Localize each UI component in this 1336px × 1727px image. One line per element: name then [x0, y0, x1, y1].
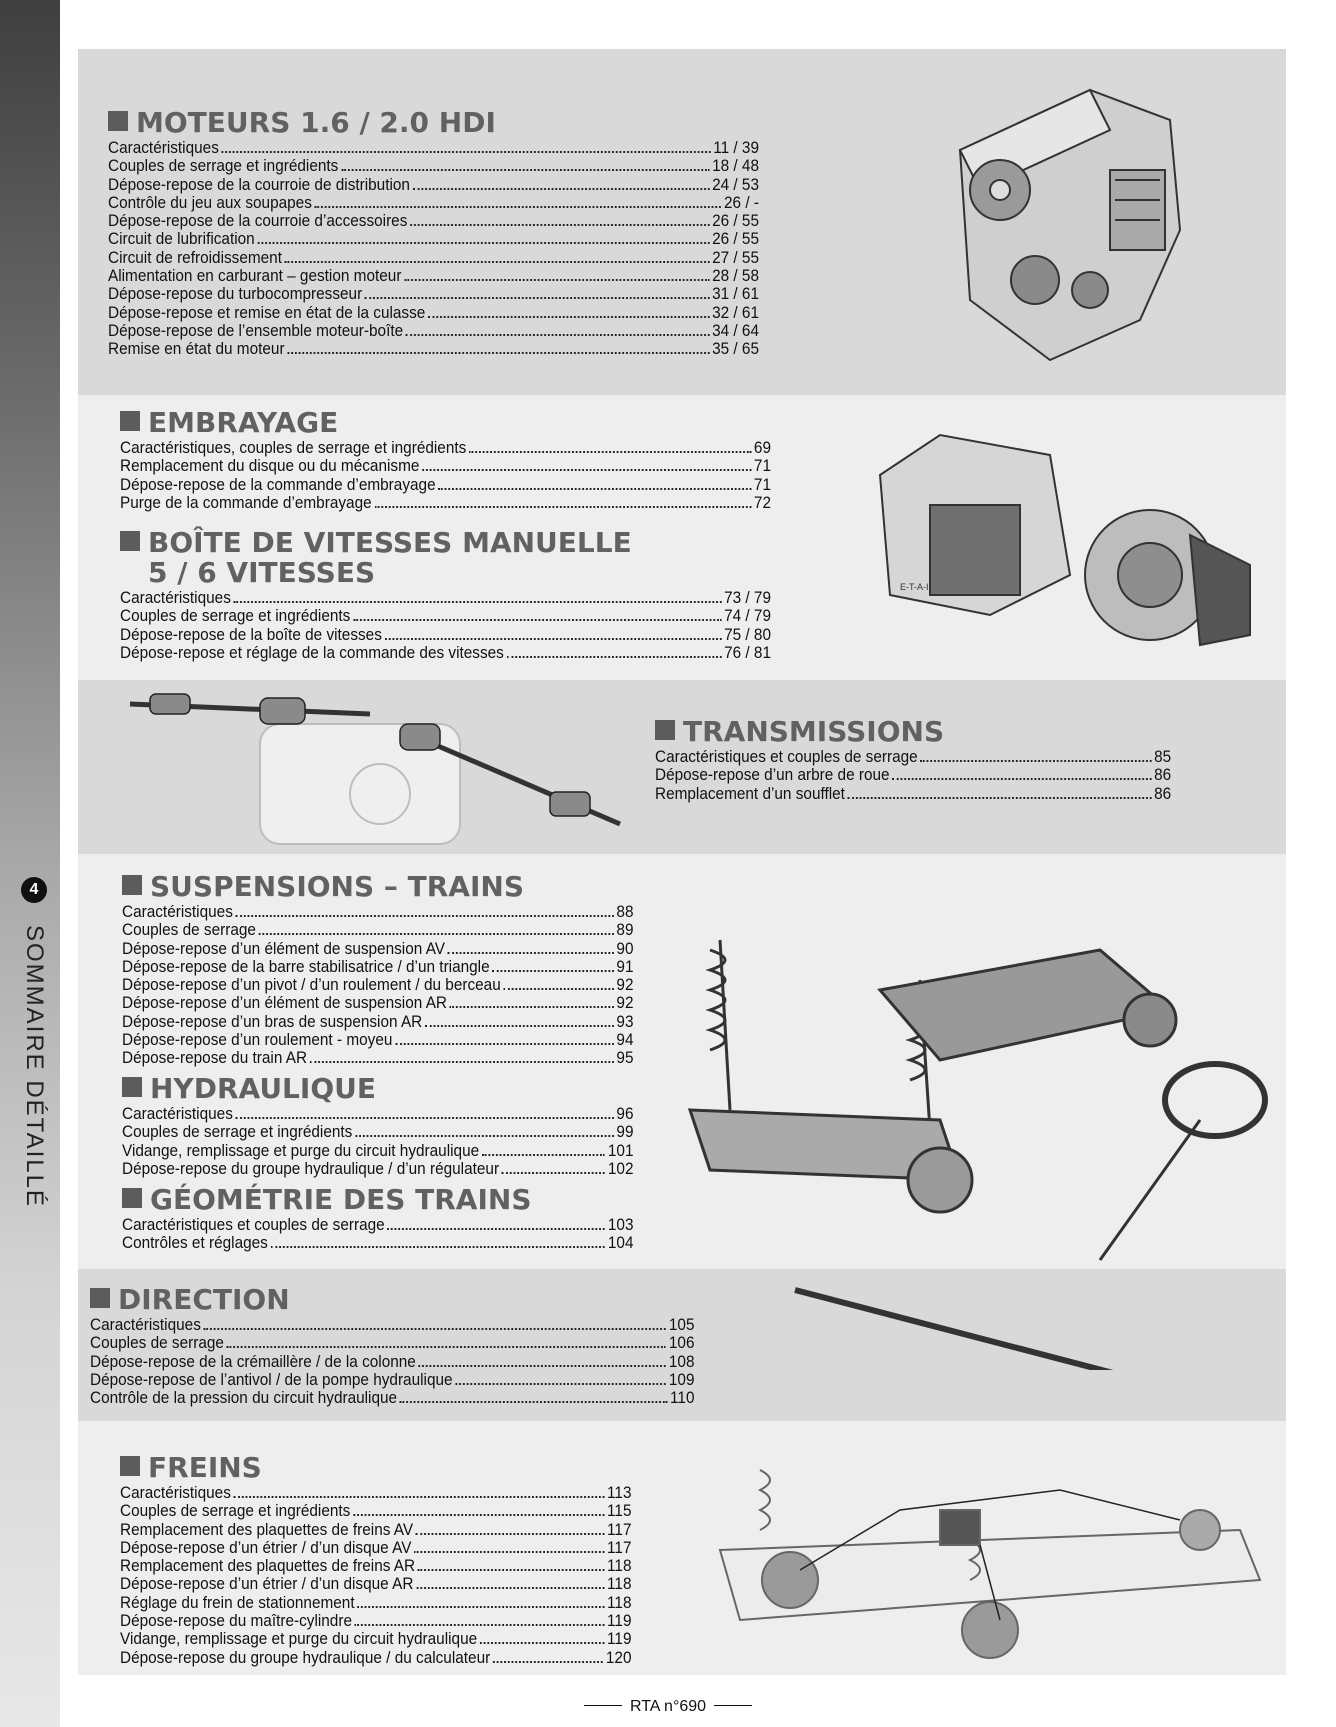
section-title-text: EMBRAYAGE: [148, 406, 339, 439]
toc-list-hydraulique: [122, 1105, 672, 1178]
footer: [0, 1698, 1336, 1716]
toc-dot-leader: [355, 1613, 604, 1626]
toc-row: [122, 903, 634, 921]
toc-item-pages: 104: [607, 1234, 634, 1253]
toc-dot-leader: [355, 1124, 614, 1137]
section-suspensions: [122, 872, 672, 1068]
toc-row: [122, 1142, 634, 1160]
section-title-text: DIRECTION: [118, 1283, 290, 1316]
toc-row: [120, 1484, 632, 1502]
toc-dot-leader: [425, 1014, 614, 1027]
toc-row: [655, 785, 1171, 803]
toc-item-pages: 103: [607, 1216, 634, 1234]
toc-row: [108, 304, 759, 322]
toc-row: [120, 1575, 632, 1593]
toc-item-title: Couples de serrage et ingrédients: [120, 607, 351, 626]
toc-item-pages: 118: [607, 1575, 632, 1594]
toc-item-pages: 102: [607, 1159, 634, 1178]
watermark-text: E-T-A-I: [900, 582, 929, 592]
section-title-text: TRANSMISSIONS: [683, 715, 945, 748]
toc-item-pages: 28 / 58: [712, 267, 759, 286]
section-title: [655, 717, 1210, 747]
toc-row: [108, 322, 759, 340]
toc-item-title: Dépose-repose d’un élément de suspension AR: [122, 994, 448, 1013]
toc-item-title: Dépose-repose d’un bras de suspension AR: [122, 1012, 423, 1031]
toc-item-pages: 95: [616, 1049, 634, 1068]
bullet-square-icon: [108, 111, 128, 131]
section-title-text: FREINS: [148, 1451, 262, 1484]
section-transmissions: [655, 717, 1210, 803]
toc-dot-leader: [374, 495, 751, 508]
toc-row: [90, 1316, 695, 1334]
toc-dot-leader: [234, 590, 722, 603]
toc-row: [108, 212, 759, 230]
toc-row: [655, 766, 1171, 784]
toc-item-title: Remise en état du moteur: [108, 340, 285, 359]
toc-item-title: Dépose-repose de l’antivol / de la pompe hydraulique: [90, 1370, 453, 1389]
toc-dot-leader: [404, 268, 709, 281]
toc-dot-leader: [385, 627, 722, 640]
toc-dot-leader: [921, 749, 1152, 762]
toc-item-pages: 32 / 61: [712, 303, 759, 322]
page-number-badge: 4: [21, 877, 47, 903]
toc-item-title: Remplacement du disque ou du mécanisme: [120, 457, 420, 476]
toc-row: [108, 340, 759, 358]
toc-item-title: Dépose-repose du groupe hydraulique / d’un régulateur: [122, 1159, 500, 1178]
toc-item-title: Remplacement des plaquettes de freins AR: [120, 1557, 416, 1576]
toc-item-pages: 11 / 39: [713, 139, 759, 157]
toc-row: [122, 1216, 634, 1234]
toc-list-boite: [120, 589, 820, 662]
toc-item-pages: 76 / 81: [724, 643, 771, 662]
toc-row: [122, 940, 634, 958]
suspension-steering-illustration: [680, 890, 1280, 1370]
toc-dot-leader: [428, 305, 709, 318]
toc-item-pages: 92: [616, 994, 634, 1013]
toc-row: [122, 1105, 634, 1123]
footer-rule-right: [714, 1705, 752, 1706]
toc-row: [122, 1049, 634, 1067]
footer-text: RTA n°690: [629, 1698, 707, 1715]
toc-dot-leader: [287, 341, 709, 354]
toc-item-title: Caractéristiques et couples de serrage: [122, 1216, 385, 1234]
toc-row: [120, 1539, 632, 1557]
toc-row: [122, 921, 634, 939]
toc-row: [108, 285, 759, 303]
toc-dot-leader: [419, 1354, 666, 1367]
section-title-text: HYDRAULIQUE: [150, 1072, 376, 1105]
toc-item-title: Vidange, remplissage et purge du circuit hydraulique: [122, 1141, 480, 1160]
toc-row: [122, 976, 634, 994]
toc-row: [90, 1389, 695, 1407]
toc-item-title: Dépose-repose de la barre stabilisatrice / d’un triangle: [122, 957, 490, 976]
toc-row: [122, 1160, 634, 1178]
toc-item-title: Dépose-repose de la boîte de vitesses: [120, 625, 382, 644]
toc-row: [108, 249, 759, 267]
bullet-square-icon: [120, 411, 140, 431]
toc-item-pages: 73 / 79: [724, 589, 771, 607]
toc-dot-leader: [227, 1335, 666, 1348]
toc-dot-leader: [502, 1161, 605, 1174]
toc-item-pages: 26 / 55: [712, 212, 759, 231]
toc-item-title: Dépose-repose d’un étrier / d’un disque AR: [120, 1575, 414, 1594]
toc-row: [122, 1031, 634, 1049]
section-title-text: GÉOMÉTRIE DES TRAINS: [150, 1183, 532, 1216]
toc-item-pages: 92: [616, 976, 634, 995]
section-title-text: MOTEURS 1.6 / 2.0 HDI: [136, 106, 496, 139]
section-title: [120, 528, 820, 588]
toc-item-pages: 115: [607, 1502, 632, 1521]
toc-row: [108, 267, 759, 285]
toc-list-suspensions: [122, 903, 672, 1068]
toc-item-pages: 106: [668, 1334, 695, 1353]
toc-dot-leader: [848, 786, 1152, 799]
toc-dot-leader: [416, 1576, 604, 1589]
toc-dot-leader: [400, 1390, 667, 1403]
toc-item-pages: 119: [607, 1630, 632, 1649]
toc-item-pages: 88: [616, 903, 634, 921]
toc-item-pages: 86: [1154, 784, 1172, 803]
section-title: [122, 1074, 672, 1104]
toc-dot-leader: [353, 1503, 604, 1516]
section-title: [108, 108, 808, 138]
toc-dot-leader: [259, 922, 614, 935]
section-title-text: SUSPENSIONS – TRAINS: [150, 870, 524, 903]
toc-row: [120, 1521, 632, 1539]
toc-dot-leader: [315, 195, 722, 208]
toc-item-title: Couples de serrage: [90, 1334, 224, 1353]
toc-item-title: Dépose-repose et remise en état de la culasse: [108, 303, 426, 322]
toc-item-pages: 24 / 53: [712, 175, 759, 194]
section-boite-vitesses: [120, 528, 820, 662]
toc-row: [108, 176, 759, 194]
toc-dot-leader: [341, 158, 709, 171]
toc-item-title: Circuit de refroidissement: [108, 248, 282, 267]
toc-row: [90, 1353, 695, 1371]
toc-row: [108, 139, 759, 157]
toc-row: [120, 1557, 632, 1575]
toc-item-title: Vidange, remplissage et purge du circuit hydraulique: [120, 1630, 478, 1649]
toc-item-pages: 118: [607, 1593, 632, 1612]
toc-item-title: Dépose-repose d’un roulement - moyeu: [122, 1031, 393, 1050]
toc-item-pages: 72: [753, 493, 771, 512]
toc-item-title: Caractéristiques: [120, 589, 231, 607]
sidebar-gradient: [0, 0, 60, 1727]
toc-row: [120, 476, 771, 494]
toc-row: [120, 439, 771, 457]
bullet-square-icon: [122, 1188, 142, 1208]
toc-item-title: Dépose-repose de l’ensemble moteur-boîte: [108, 321, 404, 340]
toc-item-pages: 110: [670, 1389, 695, 1408]
toc-item-pages: 35 / 65: [712, 340, 759, 359]
toc-item-pages: 26 / 55: [712, 230, 759, 249]
toc-item-title: Dépose-repose d’un pivot / d’un roulement / du berceau: [122, 976, 501, 995]
toc-dot-leader: [310, 1050, 614, 1063]
section-title-text: BOÎTE DE VITESSES MANUELLE: [148, 526, 632, 559]
toc-row: [120, 644, 771, 662]
toc-dot-leader: [406, 323, 709, 336]
toc-item-pages: 96: [616, 1105, 634, 1123]
toc-dot-leader: [448, 941, 614, 954]
toc-item-pages: 113: [607, 1484, 632, 1502]
toc-item-pages: 27 / 55: [712, 248, 759, 267]
toc-item-pages: 91: [616, 957, 634, 976]
toc-item-pages: 101: [607, 1141, 634, 1160]
toc-dot-leader: [450, 995, 614, 1008]
toc-row: [122, 1123, 634, 1141]
toc-item-pages: 120: [605, 1648, 632, 1667]
toc-dot-leader: [236, 1106, 614, 1119]
section-direction: [90, 1285, 740, 1407]
toc-item-title: Caractéristiques, couples de serrage et ingrédients: [120, 439, 467, 457]
toc-row: [122, 1013, 634, 1031]
toc-row: [655, 748, 1171, 766]
toc-item-title: Dépose-repose d’un arbre de roue: [655, 766, 890, 785]
section-moteurs: [108, 108, 808, 359]
toc-item-pages: 89: [616, 921, 634, 940]
toc-item-pages: 34 / 64: [712, 321, 759, 340]
section-title: [120, 408, 820, 438]
toc-dot-leader: [422, 458, 751, 471]
toc-item-pages: 31 / 61: [712, 285, 759, 304]
bullet-square-icon: [122, 1077, 142, 1097]
toc-item-pages: 74 / 79: [724, 607, 771, 626]
toc-item-title: Circuit de lubrification: [108, 230, 255, 249]
toc-row: [122, 958, 634, 976]
toc-dot-leader: [236, 904, 614, 917]
toc-dot-leader: [353, 608, 721, 621]
toc-item-title: Couples de serrage: [122, 921, 256, 940]
toc-item-title: Purge de la commande d’embrayage: [120, 493, 372, 512]
toc-row: [90, 1334, 695, 1352]
toc-list-embrayage: [120, 439, 820, 512]
bullet-square-icon: [120, 531, 140, 551]
toc-dot-leader: [892, 767, 1151, 780]
section-title: [90, 1285, 740, 1315]
toc-dot-leader: [482, 1143, 605, 1156]
toc-item-pages: 18 / 48: [712, 157, 759, 176]
toc-item-title: Contrôles et réglages: [122, 1234, 268, 1253]
toc-row: [120, 626, 771, 644]
toc-item-pages: 69: [753, 439, 771, 457]
toc-item-title: Caractéristiques: [108, 139, 219, 157]
driveshaft-illustration: [120, 684, 640, 854]
toc-dot-leader: [234, 1485, 605, 1498]
toc-dot-leader: [388, 1217, 606, 1230]
toc-row: [120, 494, 771, 512]
toc-item-pages: 75 / 80: [724, 625, 771, 644]
toc-item-title: Caractéristiques: [90, 1316, 201, 1334]
toc-dot-leader: [410, 213, 709, 226]
toc-list-transmissions: [655, 748, 1210, 803]
toc-dot-leader: [438, 477, 751, 490]
toc-dot-leader: [271, 1235, 605, 1248]
engine-illustration: [940, 60, 1200, 380]
toc-list-moteurs: [108, 139, 808, 359]
toc-item-title: Couples de serrage et ingrédients: [122, 1123, 353, 1142]
bullet-square-icon: [122, 875, 142, 895]
toc-row: [120, 607, 771, 625]
toc-dot-leader: [413, 177, 710, 190]
toc-row: [120, 1630, 632, 1648]
toc-item-pages: 117: [607, 1538, 632, 1557]
section-embrayage: [120, 408, 820, 512]
toc-dot-leader: [357, 1595, 604, 1608]
toc-item-title: Caractéristiques et couples de serrage: [655, 748, 918, 766]
bullet-square-icon: [120, 1456, 140, 1476]
toc-dot-leader: [365, 286, 709, 299]
toc-item-pages: 108: [668, 1352, 695, 1371]
toc-dot-leader: [414, 1540, 604, 1553]
toc-item-pages: 118: [607, 1557, 632, 1576]
section-title: [122, 1185, 672, 1215]
toc-item-title: Remplacement d’un soufflet: [655, 784, 845, 803]
toc-item-pages: 86: [1154, 766, 1172, 785]
toc-dot-leader: [416, 1522, 604, 1535]
toc-dot-leader: [469, 440, 751, 453]
toc-item-title: Contrôle du jeu aux soupapes: [108, 193, 312, 212]
toc-row: [122, 994, 634, 1012]
toc-item-pages: 71: [753, 457, 771, 476]
toc-item-pages: 90: [616, 939, 634, 958]
toc-row: [90, 1371, 695, 1389]
toc-item-pages: 93: [616, 1012, 634, 1031]
toc-item-pages: 105: [668, 1316, 695, 1334]
toc-item-title: Dépose-repose de la crémaillère / de la colonne: [90, 1352, 416, 1371]
toc-item-title: Alimentation en carburant – gestion moteur: [108, 267, 402, 286]
toc-row: [120, 457, 771, 475]
toc-dot-leader: [285, 250, 710, 263]
toc-row: [120, 589, 771, 607]
brakes-illustration: [700, 1450, 1280, 1665]
toc-row: [120, 1649, 632, 1667]
toc-list-freins: [120, 1484, 670, 1667]
section-hydraulique: [122, 1074, 672, 1178]
section-title: [120, 1453, 670, 1483]
sidebar-vertical-label: SOMMAIRE DÉTAILLÉ: [21, 925, 48, 1208]
toc-dot-leader: [395, 1032, 613, 1045]
gearbox-illustration: [870, 415, 1270, 670]
bullet-square-icon: [90, 1288, 110, 1308]
toc-row: [122, 1234, 634, 1252]
toc-item-title: Caractéristiques: [120, 1484, 231, 1502]
toc-dot-leader: [507, 645, 722, 658]
section-title: [122, 872, 672, 902]
toc-row: [108, 194, 759, 212]
toc-item-pages: 26 / -: [724, 193, 759, 212]
toc-row: [108, 230, 759, 248]
toc-list-direction: [90, 1316, 740, 1407]
toc-row: [120, 1612, 632, 1630]
toc-item-title: Dépose-repose de la courroie de distribution: [108, 175, 410, 194]
toc-dot-leader: [257, 231, 709, 244]
toc-item-title: Caractéristiques: [122, 903, 233, 921]
toc-item-title: Dépose-repose du groupe hydraulique / du calculateur: [120, 1648, 491, 1667]
toc-dot-leader: [504, 977, 614, 990]
toc-row: [108, 157, 759, 175]
toc-dot-leader: [222, 140, 711, 153]
toc-item-pages: 94: [616, 1031, 634, 1050]
toc-row: [120, 1594, 632, 1612]
toc-dot-leader: [204, 1317, 666, 1330]
toc-row: [120, 1502, 632, 1520]
toc-dot-leader: [493, 1650, 603, 1663]
toc-item-pages: 119: [607, 1612, 632, 1631]
toc-item-title: Caractéristiques: [122, 1105, 233, 1123]
toc-dot-leader: [492, 959, 613, 972]
toc-item-title: Contrôle de la pression du circuit hydraulique: [90, 1389, 398, 1408]
toc-item-title: Dépose-repose du maître-cylindre: [120, 1612, 352, 1631]
toc-item-pages: 99: [616, 1123, 634, 1142]
toc-list-geometrie: [122, 1216, 672, 1253]
section-freins: [120, 1453, 670, 1667]
toc-item-title: Réglage du frein de stationnement: [120, 1593, 355, 1612]
toc-item-title: Dépose-repose du turbocompresseur: [108, 285, 363, 304]
toc-item-pages: 109: [668, 1370, 695, 1389]
toc-item-title: Dépose-repose et réglage de la commande des vitesses: [120, 643, 504, 662]
toc-item-title: Dépose-repose de la courroie d’accessoires: [108, 212, 408, 231]
section-geometrie: [122, 1185, 672, 1253]
toc-item-title: Dépose-repose de la commande d’embrayage: [120, 475, 436, 494]
toc-item-title: Couples de serrage et ingrédients: [120, 1502, 351, 1521]
toc-item-title: Dépose-repose du train AR: [122, 1049, 308, 1068]
footer-rule-left: [584, 1705, 622, 1706]
toc-dot-leader: [455, 1372, 666, 1385]
toc-item-title: Dépose-repose d’un élément de suspension AV: [122, 939, 446, 958]
toc-item-pages: 117: [607, 1520, 632, 1539]
toc-dot-leader: [418, 1558, 604, 1571]
section-title-line2: 5 / 6 VITESSES: [148, 556, 376, 589]
toc-dot-leader: [480, 1631, 604, 1644]
toc-item-pages: 85: [1154, 748, 1172, 766]
toc-item-pages: 71: [753, 475, 771, 494]
toc-item-title: Remplacement des plaquettes de freins AV: [120, 1520, 414, 1539]
toc-item-title: Dépose-repose d’un étrier / d’un disque AV: [120, 1538, 412, 1557]
toc-item-title: Couples de serrage et ingrédients: [108, 157, 339, 176]
bullet-square-icon: [655, 720, 675, 740]
